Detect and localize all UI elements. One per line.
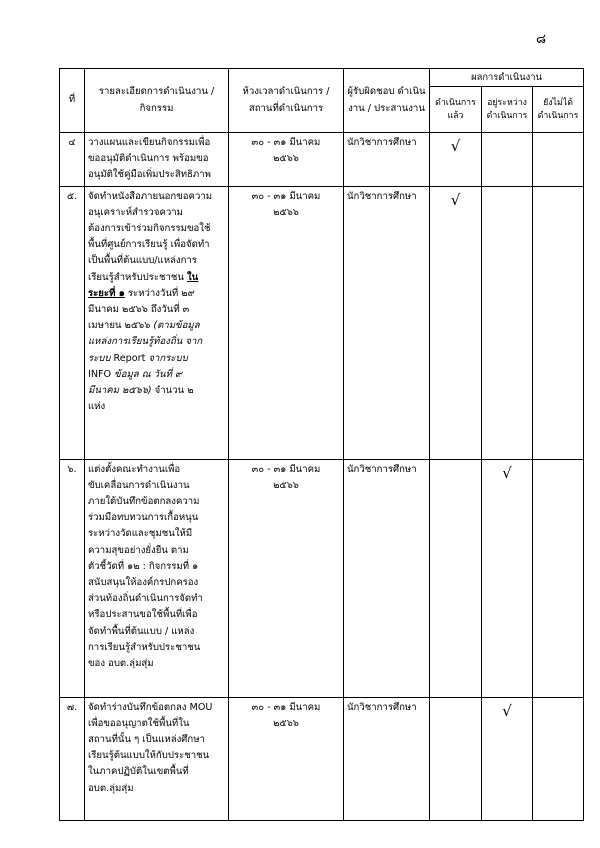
header-status-not-done: ยังไม่ได้ดำเนินการ: [533, 87, 584, 133]
header-responsible: ผู้รับผิดชอบ ดำเนินงาน / ประสานงาน: [344, 69, 430, 133]
table-row: [60, 697, 584, 820]
detail-text: จำนวน ๒ แห่ง: [88, 385, 194, 413]
page-number: ๘: [536, 32, 547, 47]
row-number: ๔: [60, 133, 85, 187]
detail-text: จัดทำหนังสือภายนอกขอความ อนุเคราะห์สำรวจความ ต้องการเข้าร่วมกิจกรรมขอใช้ พื้นที่ศูนย์การเรียนรู้ เพื่อจัดทำ เป็นพื้นที่ต้นแบบ/แหล่งการ เรียนรู้สำหรับประชาชน: [88, 190, 213, 283]
row-detail: [85, 186, 229, 459]
row-detail: แต่งตั้งคณะทำงานเพื่อ ขับเคลื่อนการดำเนินงาน ภายใต้บันทึกข้อตกลงความ ร่วมมือทบทวนการเกื้อหนุน ระหว่างวัดและชุมชนให้มี ความสุขอย่างยั่งยืน ตาม ตัวชี้วัดที่ ๑๒ : กิจกรรมที่ ๑ สนับสนุนให้องค์กรปกครอง ส่วนท้องถิ่นดำเนินการจัดทำ หรือประสานขอใช้พื้นที่เพื่อ จัดทำพื้นที่ต้นแบบ / แหล่ง การเรียนรู้สำหรับประชาชน ของ อบต.ลุ่มสุ่ม: [85, 459, 229, 697]
header-status-done: ดำเนินการแล้ว: [430, 87, 482, 133]
header-period: ห้วงเวลาดำเนินการ / สถานที่ดำเนินการ: [229, 69, 344, 133]
row-period: ๓๐ - ๓๑ มีนาคม ๒๕๖๖: [229, 697, 344, 820]
table-row: [60, 133, 584, 187]
row-responsible: นักวิชาการศึกษา: [344, 459, 430, 697]
detail-italic: จากระบบ: [148, 352, 188, 364]
detail-text: Report: [110, 352, 149, 364]
header-status-progress: อยู่ระหว่างดำเนินการ: [482, 87, 533, 133]
detail-italic: (ตามข้อมูล แหล่งการเรียนรู้ท้องถิ่น จาก ระบบ: [88, 320, 203, 364]
check-mark-icon: √: [450, 190, 461, 209]
detail-text: ระหว่างวันที่ ๒๙ มีนาคม ๒๕๖๖ ถึงวันที่ ๓ เมษายน ๒๕๖๖: [88, 287, 195, 332]
row-period: ๓๐ - ๓๑ มีนาคม ๒๕๖๖: [229, 133, 344, 187]
row-responsible: นักวิชาการศึกษา: [344, 133, 430, 187]
row-responsible: นักวิชาการศึกษา: [344, 697, 430, 820]
phase-highlight: ใน ระยะที่ ๑: [88, 271, 199, 299]
row-period: ๓๐ - ๓๑ มีนาคม ๒๕๖๖: [229, 459, 344, 697]
header-detail: รายละเอียดการดำเนินงาน / กิจกรรม: [85, 69, 229, 133]
detail-italic: ข้อมูล ณ วันที่ ๙ มีนาคม ๒๕๖๖): [88, 368, 183, 397]
activity-report-table: [59, 68, 584, 821]
row-period: ๓๐ - ๓๑ มีนาคม ๒๕๖๖: [229, 186, 344, 459]
table-row: [60, 459, 584, 697]
check-mark-icon: √: [502, 463, 512, 482]
check-mark-icon: √: [450, 137, 461, 155]
row-responsible: นักวิชาการศึกษา: [344, 186, 430, 459]
detail-text: INFO: [88, 368, 112, 380]
check-mark-icon: √: [502, 701, 512, 720]
header-status-group: ผลการดำเนินงาน: [430, 69, 584, 87]
row-number: ๖.: [60, 459, 85, 697]
row-detail: จัดทำร่างบันทึกข้อตกลง MOU เพื่อขออนุญาตใช้พื้นที่ใน สถานที่นั้น ๆ เป็นแหล่งศึกษา เรียนรู้ต้นแบบให้กับประชาชน ในภาคปฏิบัติในเขตพื้นที่ อบต.ลุ่มสุ่ม: [85, 697, 229, 820]
header-no: ที่: [60, 69, 85, 133]
row-number: ๕.: [60, 186, 85, 459]
row-detail: วางแผนและเขียนกิจกรรมเพื่อ ขออนุมัติดำเนินการ พร้อมขอ อนุมัติใช้คู่มือเพิ่มประสิทธิภาพ: [85, 133, 229, 187]
row-number: ๗.: [60, 697, 85, 820]
table-row: [60, 186, 584, 459]
